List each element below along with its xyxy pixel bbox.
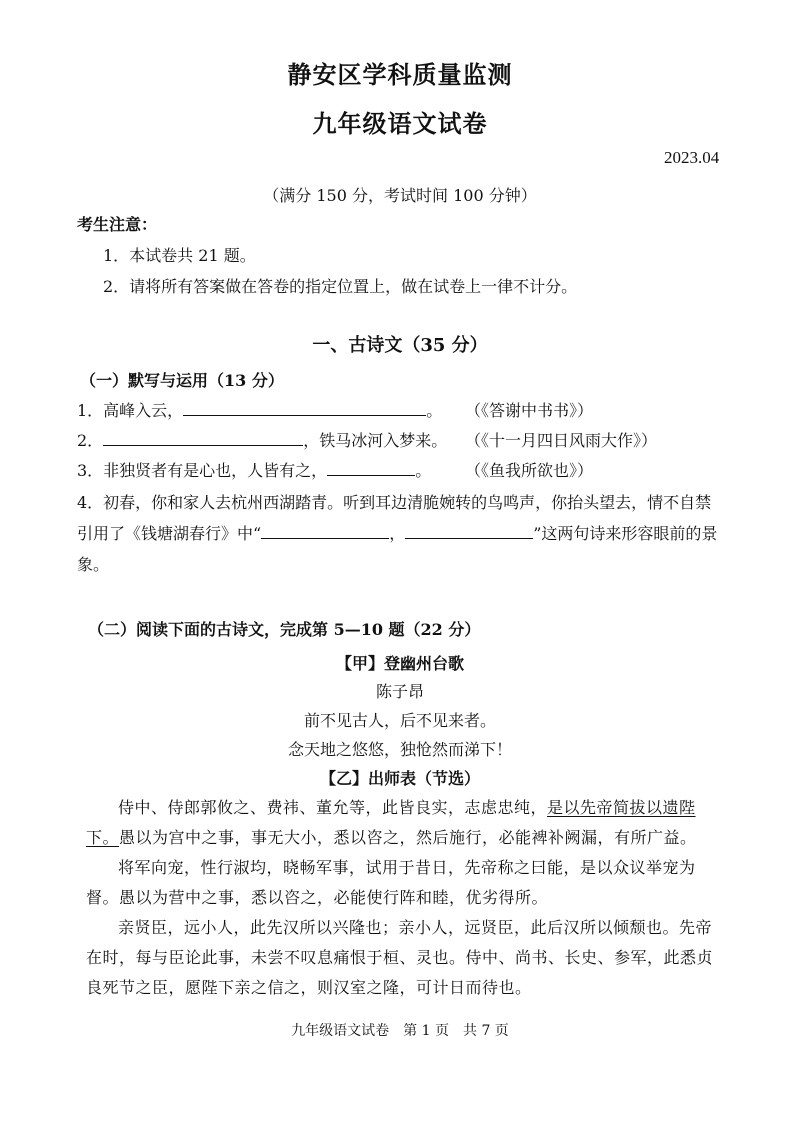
prose-b-p1-start: 侍中、侍郎郭攸之、费祎、董允等，此皆良实，志虑忠纯， bbox=[118, 798, 548, 817]
question-1 bbox=[77, 398, 442, 421]
prose-b-title: 【乙】出师表（节选） bbox=[319, 769, 480, 788]
score-info: （满分 150 分，考试时间 100 分钟） bbox=[263, 186, 537, 205]
question-1-end: 。 bbox=[426, 401, 443, 420]
poem-a-line-1: 前不见古人，后不见来者。 bbox=[303, 711, 496, 730]
prose-b-p1-underlined: 是以先帝简拔以遗陛下。 bbox=[86, 798, 696, 847]
question-2-number: 2． bbox=[77, 431, 104, 450]
question-1-text: 1．高峰入云， bbox=[77, 401, 184, 420]
question-2 bbox=[77, 428, 447, 451]
answer-blank-2[interactable] bbox=[103, 429, 303, 446]
part2-heading: （二）阅读下面的古诗文，完成第 5—10 题（22 分） bbox=[88, 620, 481, 639]
question-3 bbox=[77, 458, 431, 481]
question-4-end: ”这两句诗来形容眼前的景象。 bbox=[77, 524, 718, 574]
question-2-text: ，铁马冰河入梦来。 bbox=[303, 431, 448, 450]
answer-blank-1[interactable] bbox=[183, 399, 426, 416]
answer-blank-3[interactable] bbox=[327, 459, 415, 476]
question-3-text: 3．非独贤者有是心也，人皆有之， bbox=[77, 461, 328, 480]
poem-a-author: 陈子昂 bbox=[375, 682, 424, 701]
question-1-source: （《答谢中书书》） bbox=[465, 401, 594, 420]
question-4-comma: ， bbox=[389, 524, 406, 543]
question-3-end: 。 bbox=[415, 461, 432, 480]
exam-title-subject: 九年级语文试卷 bbox=[312, 109, 488, 138]
question-3-source: （《鱼我所欲也》） bbox=[465, 461, 594, 480]
prose-b-paragraph-2: 将军向宠，性行淑均，晓畅军事，试用于昔日，先帝称之曰能，是以众议举宠为督。愚以为营中之事，悉以咨之，必能使行阵和睦，优劣得所。 bbox=[86, 858, 696, 907]
poem-a-title: 【甲】登幽州台歌 bbox=[335, 654, 464, 673]
part1-heading: （一）默写与运用（13 分） bbox=[80, 371, 284, 390]
exam-date: 2023.04 bbox=[664, 148, 720, 167]
question-4-text: 4．初春，你和家人去杭州西湖踏青。听到耳边清脆婉转的鸟鸣声，你抬头望去，情不自禁引用了《钱塘湖春行》中“ bbox=[77, 493, 712, 543]
prose-b-paragraph-3: 亲贤臣，远小人，此先汉所以兴隆也；亲小人，远贤臣，此后汉所以倾颓也。先帝在时，每与臣论此事，未尝不叹息痛恨于桓、灵也。侍中、尚书、长史、参军，此悉贞良死节之臣，愿陛下亲之信之，则汉室之隆，可计日而待也。 bbox=[86, 918, 714, 997]
exam-title-district: 静安区学科质量监测 bbox=[287, 60, 513, 89]
poem-a-line-2: 念天地之悠悠，独怆然而涕下！ bbox=[287, 740, 512, 759]
prose-b-paragraph-1 bbox=[86, 793, 726, 853]
answer-blank-4a[interactable] bbox=[261, 522, 389, 539]
section-title-classical: 一、古诗文（35 分） bbox=[312, 335, 488, 356]
prose-b-p1-end: 愚以为宫中之事，事无大小，悉以咨之，然后施行，必能裨补阙漏，有所广益。 bbox=[119, 828, 697, 847]
question-4 bbox=[77, 487, 727, 580]
notice-item-1: 1．本试卷共 21 题。 bbox=[103, 246, 256, 265]
question-2-source: （《十一月四日风雨大作》） bbox=[465, 431, 658, 450]
answer-blank-4b[interactable] bbox=[405, 522, 533, 539]
notice-heading: 考生注意： bbox=[77, 215, 158, 234]
notice-item-2: 2．请将所有答案做在答卷的指定位置上，做在试卷上一律不计分。 bbox=[103, 277, 578, 296]
page-footer: 九年级语文试卷 第 1 页 共 7 页 bbox=[291, 1023, 509, 1039]
